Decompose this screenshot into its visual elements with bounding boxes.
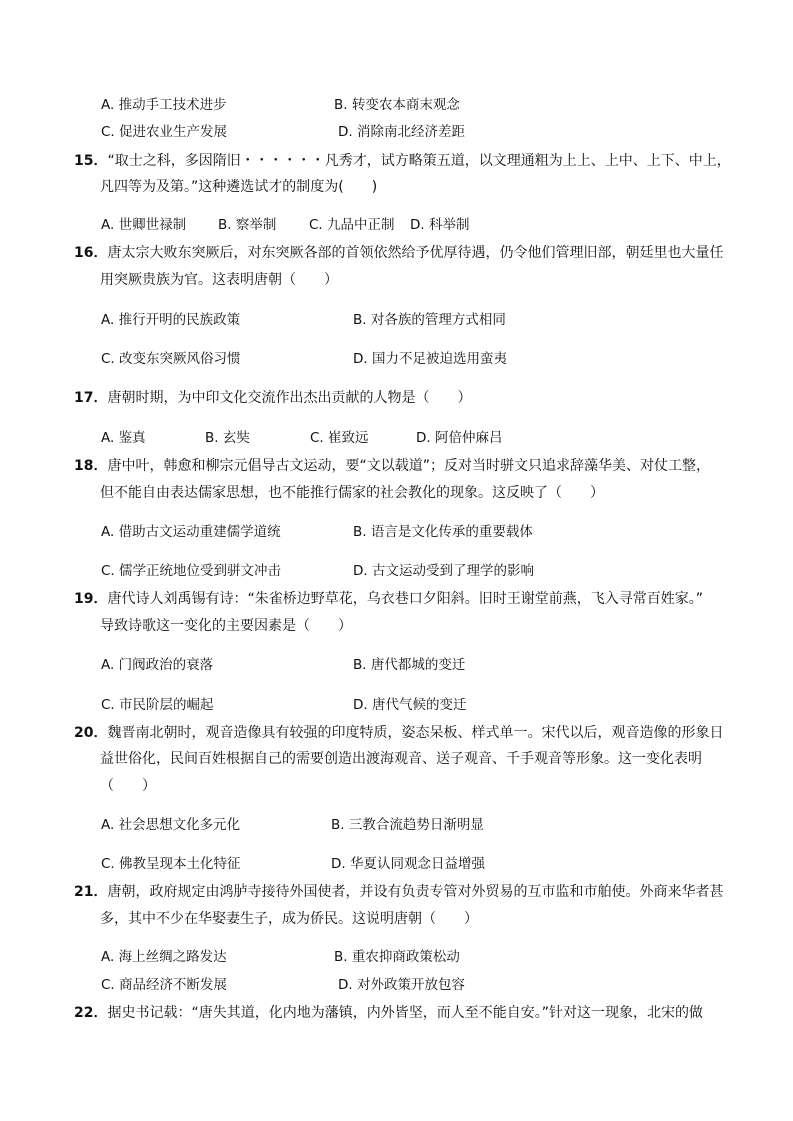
q21-option-d: D. 对外政策开放包容 bbox=[338, 977, 465, 993]
q21-option-b: B. 重农抑商政策松动 bbox=[334, 949, 460, 965]
q15-text-1: “取士之科，多因隋旧・・・・・・凡秀才，试方略策五道，以文理通粗为上上、上中、上下、中上， bbox=[107, 153, 731, 169]
q17-option-d: D. 阿倍仲麻吕 bbox=[416, 430, 503, 446]
q19-text-1: 唐代诗人刘禹锡有诗：“朱雀桥边野草花，乌衣巷口夕阳斜。旧时王谢堂前燕，飞入寻常百姓家。” bbox=[107, 591, 703, 607]
q16-option-d: D. 国力不足被迫选用蛮夷 bbox=[353, 351, 507, 367]
q16-number: 16． bbox=[74, 245, 108, 261]
q15-stem-line2: 凡四等为及第。”这种遴选试才的制度为( ) bbox=[100, 179, 378, 195]
q14-option-a: A. 推动手工技术进步 bbox=[101, 97, 227, 113]
q18-option-b: B. 语言是文化传承的重要载体 bbox=[353, 524, 533, 540]
q15-option-b: B. 察举制 bbox=[218, 217, 277, 233]
q22-stem-line1 bbox=[74, 1004, 703, 1022]
q19-stem-line1 bbox=[74, 590, 703, 608]
q19-number: 19． bbox=[74, 591, 108, 607]
q17-option-c: C. 崔致远 bbox=[310, 430, 369, 446]
q16-stem-line2: 用突厥贵族为官。这表明唐朝（ ） bbox=[100, 272, 338, 288]
q17-text-1: 唐朝时期，为中印文化交流作出杰出贡献的人物是（ ） bbox=[107, 390, 472, 406]
q15-number: 15． bbox=[74, 153, 108, 169]
q21-option-c: C. 商品经济不断发展 bbox=[101, 977, 228, 993]
q20-option-d: D. 华夏认同观念日益增强 bbox=[331, 856, 485, 872]
q18-number: 18． bbox=[74, 458, 108, 474]
q19-stem-line2: 导致诗歌这一变化的主要因素是（ ） bbox=[100, 618, 352, 634]
q19-option-a: A. 门阀政治的衰落 bbox=[101, 657, 214, 673]
q20-text-1: 魏晋南北朝时，观音造像具有较强的印度特质，姿态呆板、样式单一。宋代以后，观音造像的形象日 bbox=[107, 725, 724, 741]
q19-option-c: C. 市民阶层的崛起 bbox=[101, 697, 214, 713]
q15-option-d: D. 科举制 bbox=[410, 217, 470, 233]
q18-option-a: A. 借助古文运动重建儒学道统 bbox=[101, 524, 281, 540]
q17-stem-line1 bbox=[74, 389, 471, 407]
q21-option-a: A. 海上丝绸之路发达 bbox=[101, 949, 227, 965]
q18-stem-line1 bbox=[74, 457, 710, 475]
q18-text-1: 唐中叶，韩愈和柳宗元倡导古文运动，要“文以载道”；反对当时骈文只追求辞藻华美、对仗工整， bbox=[107, 458, 710, 474]
q21-number: 21． bbox=[74, 884, 108, 900]
q16-text-1: 唐太宗大败东突厥后，对东突厥各部的首领依然给予优厚待遇，仍令他们管理旧部，朝廷里也大量任 bbox=[107, 245, 724, 261]
q16-option-a: A. 推行开明的民族政策 bbox=[101, 312, 241, 328]
q16-option-c: C. 改变东突厥风俗习惯 bbox=[101, 351, 241, 367]
q18-option-d: D. 古文运动受到了理学的影响 bbox=[353, 563, 534, 579]
q21-stem-line1 bbox=[74, 883, 723, 901]
q14-option-c: C. 促进农业生产发展 bbox=[101, 124, 228, 140]
q16-stem-line1 bbox=[74, 244, 723, 262]
q18-stem-line2: 但不能自由表达儒家思想，也不能推行儒家的社会教化的现象。这反映了（ ） bbox=[100, 485, 604, 501]
q15-option-c: C. 九品中正制 bbox=[309, 217, 395, 233]
q17-option-a: A. 鉴真 bbox=[101, 430, 146, 446]
q20-stem-line1 bbox=[74, 724, 723, 742]
q18-option-c: C. 儒学正统地位受到骈文冲击 bbox=[101, 563, 282, 579]
q22-number: 22． bbox=[74, 1005, 108, 1021]
q17-number: 17． bbox=[74, 390, 108, 406]
q17-option-b: B. 玄奘 bbox=[205, 430, 250, 446]
q19-option-d: D. 唐代气候的变迁 bbox=[353, 697, 467, 713]
q21-text-1: 唐朝，政府规定由鸿胪寺接待外国使者，并设有负责专管对外贸易的互市监和市舶使。外商来华者甚 bbox=[107, 884, 724, 900]
q20-option-a: A. 社会思想文化多元化 bbox=[101, 817, 241, 833]
q20-option-b: B. 三教合流趋势日渐明显 bbox=[331, 817, 484, 833]
q21-stem-line2: 多，其中不少在华娶妻生子，成为侨民。这说明唐朝（ ） bbox=[100, 911, 478, 927]
q20-number: 20． bbox=[74, 725, 108, 741]
q14-option-b: B. 转变农本商末观念 bbox=[334, 97, 460, 113]
q19-option-b: B. 唐代都城的变迁 bbox=[353, 657, 466, 673]
q15-option-a: A. 世卿世禄制 bbox=[101, 217, 187, 233]
q22-text-1: 据史书记载：“唐失其道，化内地为藩镇，内外皆坚，而人至不能自安。”针对这一现象，北宋的做 bbox=[107, 1005, 703, 1021]
q14-option-d: D. 消除南北经济差距 bbox=[338, 124, 465, 140]
q16-option-b: B. 对各族的管理方式相同 bbox=[353, 312, 506, 328]
q20-option-c: C. 佛教呈现本土化特征 bbox=[101, 856, 241, 872]
q15-stem-line1 bbox=[74, 152, 731, 170]
q20-stem-line3: （ ） bbox=[100, 778, 156, 794]
q20-stem-line2: 益世俗化，民间百姓根据自己的需要创造出渡海观音、送子观音、千手观音等形象。这一变化表明 bbox=[100, 751, 702, 767]
